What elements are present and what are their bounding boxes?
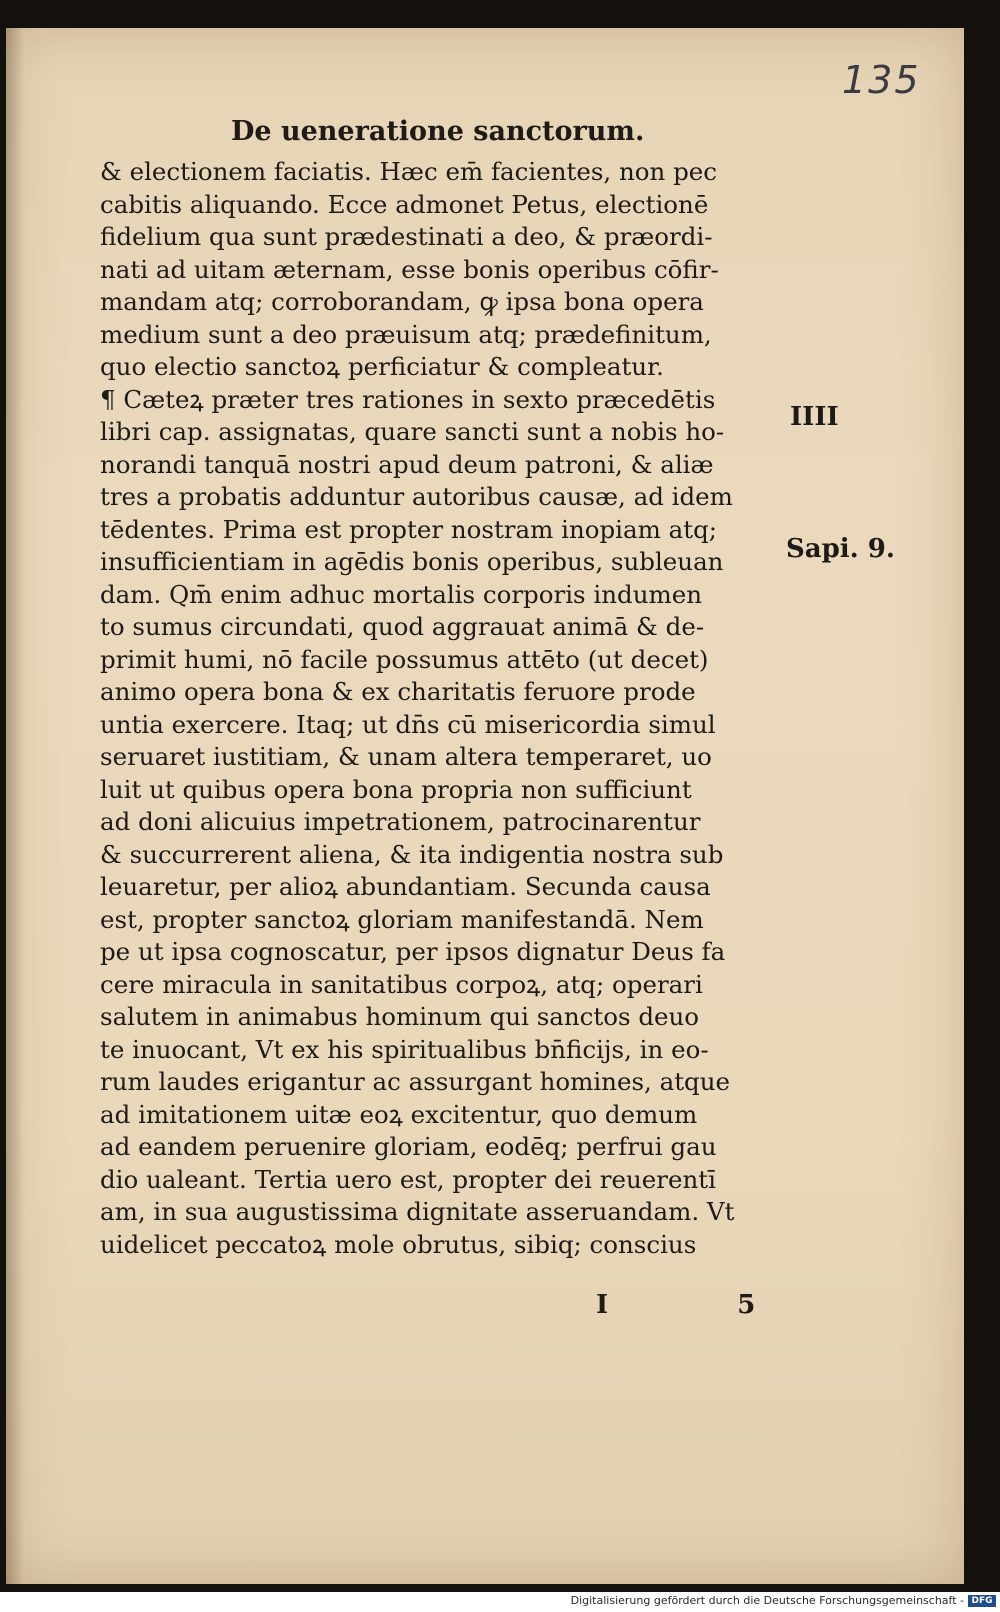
body-text bbox=[100, 156, 760, 1261]
footer-credit: Digitalisierung gefördert durch die Deutsche Forschungsgemeinschaft - bbox=[570, 1594, 964, 1607]
text-line: salutem in animabus hominum qui sanctos deuo bbox=[100, 1002, 700, 1031]
text-line: leuaretur, per alioꝝ abundantiam. Secunda causa bbox=[100, 872, 711, 901]
text-line: pe ut ipsa cognoscatur, per ipsos dignatur Deus fa bbox=[100, 937, 726, 966]
text-line: rum laudes erigantur ac assurgant homines, atque bbox=[100, 1067, 731, 1096]
text-line: cabitis aliquando. Ecce admonet Petus, electionē bbox=[100, 189, 709, 219]
text-line: insufficientiam in agēdis bonis operibus, subleuan bbox=[100, 547, 724, 576]
text-line: te inuocant, Vt ex his spiritualibus bn̄ficijs, in eo- bbox=[100, 1034, 709, 1064]
text-line: tres a probatis adduntur autoribus causæ, ad idem bbox=[100, 482, 733, 511]
text-line: cere miracula in sanitatibus corpoꝝ, atq; operari bbox=[100, 969, 703, 999]
digitization-footer bbox=[0, 1592, 1000, 1612]
text-line: medium sunt a deo præuisum atq; prædefinitum, bbox=[100, 319, 712, 349]
text-line: norandi tanquā nostri apud deum patroni, & aliæ bbox=[100, 449, 714, 479]
signature-mark: I 5 bbox=[596, 1290, 816, 1320]
text-line: ¶ Cæteꝝ præter tres rationes in sexto præcedētis bbox=[100, 384, 716, 414]
dfg-logo: DFG bbox=[968, 1595, 996, 1607]
text-line: ad eandem peruenire gloriam, eodēq; perfrui gau bbox=[100, 1132, 717, 1161]
text-line: & succurrerent aliena, & ita indigentia nostra sub bbox=[100, 839, 724, 869]
text-line: to sumus circundati, quod aggrauat animā & de- bbox=[100, 612, 705, 641]
text-line: est, propter sanctoꝝ gloriam manifestandā. Nem bbox=[100, 904, 704, 934]
text-line: seruaret iustitiam, & unam altera temperaret, uo bbox=[100, 742, 712, 771]
text-line: ad doni alicuius impetrationem, patrocinarentur bbox=[100, 807, 701, 836]
text-line: libri cap. assignatas, quare sancti sunt a nobis ho- bbox=[100, 417, 725, 446]
text-line: primit humi, nō facile possumus attēto (ut decet) bbox=[100, 644, 709, 674]
text-line: tēdentes. Prima est propter nostram inopiam atq; bbox=[100, 514, 718, 544]
text-line: ad imitationem uitæ eoꝝ excitentur, quo demum bbox=[100, 1099, 698, 1129]
text-line: uidelicet peccatoꝝ mole obrutus, sibiq; conscius bbox=[100, 1229, 697, 1259]
text-line: untia exercere. Itaq; ut dn̄s cū misericordia simul bbox=[100, 709, 716, 739]
book-page bbox=[6, 28, 964, 1584]
text-line: mandam atq; corroborandam, ꝙ ipsa bona opera bbox=[100, 287, 704, 316]
running-header: De ueneratione sanctorum. bbox=[231, 116, 645, 147]
text-line: & electionem faciatis. Hæc em̄ facientes, non pec bbox=[100, 157, 717, 186]
text-line: dam. Qm̄ enim adhuc mortalis corporis indumen bbox=[100, 579, 702, 609]
text-line: animo opera bona & ex charitatis feruore prode bbox=[100, 677, 696, 706]
text-line: luit ut quibus opera bona propria non sufficiunt bbox=[100, 774, 692, 804]
text-line: fidelium qua sunt prædestinati a deo, & præordi- bbox=[100, 222, 713, 251]
folio-number: 135 bbox=[842, 58, 921, 102]
text-line: quo electio sanctoꝝ perficiatur & compleatur. bbox=[100, 352, 664, 381]
gutter-shadow bbox=[6, 28, 24, 1584]
margin-note-book-number: IIII bbox=[790, 402, 839, 432]
text-line: nati ad uitam æternam, esse bonis operibus cōfir- bbox=[100, 254, 719, 284]
margin-note-citation: Sapi. 9. bbox=[786, 534, 895, 564]
text-line: dio ualeant. Tertia uero est, propter dei reuerentī bbox=[100, 1164, 716, 1194]
text-line: am, in sua augustissima dignitate asseruandam. Vt bbox=[100, 1197, 735, 1226]
